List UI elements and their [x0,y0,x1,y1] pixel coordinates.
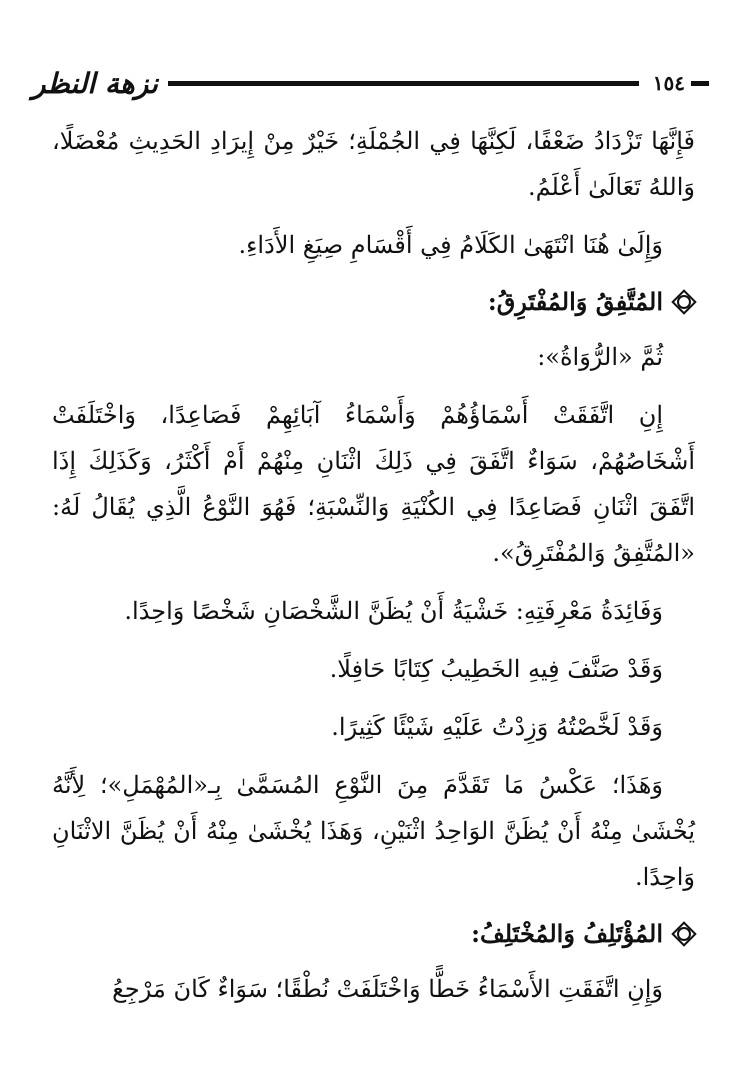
header-rule [168,81,639,86]
heading-text: المُتَّفِقُ وَالمُفْتَرِقُ: [487,287,663,316]
paragraph: وَفَائِدَةُ مَعْرِفَتِهِ: خَشْيَةُ أَنْ يُظَنَّ الشَّخْصَانِ شَخْصًا وَاحِدًا. [124,597,663,625]
ornament-icon [673,291,695,313]
paragraph: فَإِنَّهَا تَزْدَادُ ضَعْفًا، لَكِنَّهَا فِي الجُمْلَةِ؛ خَيْرٌ مِنْ إِيرَادِ الحَدِيثِ مُعْضَلًا، وَاللهُ تَعَالَىٰ أَعْلَمُ. [52,127,695,201]
paragraph: ثُمَّ «الرُّوَاةُ»: [537,343,663,371]
paragraph: وَإِلَىٰ هُنَا انْتَهَىٰ الكَلَامُ فِي أَقْسَامِ صِيَغِ الأَدَاءِ. [238,231,663,259]
paragraph: إِنِ اتَّفَقَتْ أَسْمَاؤُهُمْ وَأَسْمَاءُ آبَائِهِمْ فَصَاعِدًا، وَاخْتَلَفَتْ أَشْخَاصُهُمْ، سَوَاءٌ اتَّفَقَ فِي ذَلِكَ اثْنَانِ مِنْهُمْ أَمْ أَكْثَرُ، وَكَذَلِكَ إِذَا اتَّفَقَ اثْنَانِ فَصَاعِدًا فِي الكُنْيَةِ وَالنِّسْبَةِ؛ فَهُوَ النَّوْعُ الَّذِي يُقَالُ لَهُ: «المُتَّفِقُ وَالمُفْتَرِقُ». [52,401,695,567]
page-header [32,58,709,108]
ornament-icon [673,923,695,945]
book-title: نزهة النظر [32,66,158,100]
paragraph: وَقَدْ لَخَّصْتُهُ وَزِدْتُ عَلَيْهِ شَيْئًا كَثِيرًا. [331,713,663,741]
paragraph: وَإِنِ اتَّفَقَتِ الأَسْمَاءُ خَطًّا وَاخْتَلَفَتْ نُطْقًا؛ سَوَاءٌ كَانَ مَرْجِعُ [112,975,663,1003]
section-heading [52,912,695,956]
page-number: ١٥٤ [652,71,685,95]
header-dash [691,81,709,86]
paragraph: وَهَذَا؛ عَكْسُ مَا تَقَدَّمَ مِنَ النَّوْعِ المُسَمَّىٰ بِـ«المُهْمَلِ»؛ لِأَنَّهُ يُخْشَىٰ مِنْهُ أَنْ يُظَنَّ الوَاحِدُ اثْنَيْنِ، وَهَذَا يُخْشَىٰ مِنْهُ أَنْ يُظَنَّ الاثْنَانِ وَاحِدًا. [52,771,695,891]
section-heading [52,280,695,324]
paragraph: وَقَدْ صَنَّفَ فِيهِ الخَطِيبُ كِتَابًا حَافِلًا. [329,655,663,683]
page-body [52,118,695,1024]
heading-text: المُؤْتَلِفُ وَالمُخْتَلِفُ: [471,919,663,948]
